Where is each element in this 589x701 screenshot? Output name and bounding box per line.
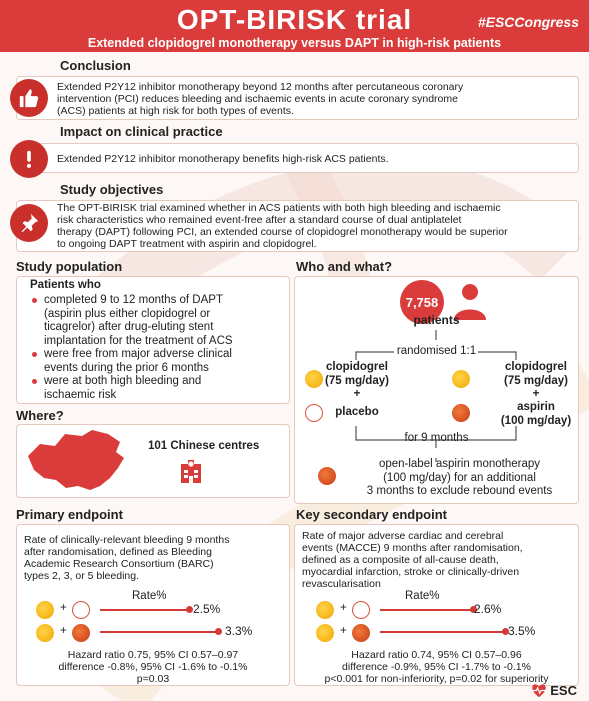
population-item: were at both high bleeding and ischaemic risk xyxy=(44,375,202,401)
rate-value: 2.6% xyxy=(474,602,502,616)
pill-yellow-icon xyxy=(452,370,470,388)
aspirin-pill-icon xyxy=(72,624,90,642)
who-heading: Who and what? xyxy=(296,259,393,274)
heart-logo-icon xyxy=(531,683,547,698)
rate-bar xyxy=(100,609,190,611)
population-lead: Patients who xyxy=(30,279,101,291)
bullet-icon xyxy=(32,298,37,303)
population-heading: Study population xyxy=(16,259,123,274)
plus-sign: + xyxy=(340,625,347,637)
exclamation-icon xyxy=(10,140,48,178)
pill-yellow-icon xyxy=(316,624,334,642)
secondary-heading: Key secondary endpoint xyxy=(296,507,447,522)
rate-bar xyxy=(380,609,474,611)
pill-yellow-icon xyxy=(305,370,323,388)
arm-left: clopidogrel (75 mg/day) + xyxy=(325,361,389,400)
aspirin-pill-icon xyxy=(352,624,370,642)
pill-yellow-icon xyxy=(36,624,54,642)
population-list xyxy=(16,294,290,404)
rate-value: 2.5% xyxy=(193,602,221,616)
aspirin-pill-icon xyxy=(318,467,336,485)
objectives-heading: Study objectives xyxy=(60,182,164,197)
rate-bar xyxy=(100,631,219,633)
arm-right: clopidogrel (75 mg/day) + xyxy=(504,361,568,400)
population-item: were free from major adverse clinical events during the prior 6 months xyxy=(44,348,232,374)
followup-text: open-label aspirin monotherapy (100 mg/day) for an additional 3 months to exclude rebound events xyxy=(366,458,553,497)
secondary-text: Rate of major adverse cardiac and cerebral events (MACCE) 9 months after randomisation, defined as a composite of all-cause death, myocardial infarction, stroke or clinically-driven revascularisation xyxy=(302,530,523,590)
primary-stats: Hazard ratio 0.75, 95% CI 0.57–0.97 difference -0.8%, 95% CI -1.6% to -0.1% p=0.03 xyxy=(58,649,248,685)
rate-dot xyxy=(215,628,222,635)
where-heading: Where? xyxy=(16,408,64,423)
primary-text: Rate of clinically-relevant bleeding 9 months after randomisation, defined as Bleeding Academic Research Consortium (BARC) types 2, 3, or 5 bleeding. xyxy=(24,534,230,582)
conclusion-heading: Conclusion xyxy=(60,58,131,73)
bullet-icon xyxy=(32,352,37,357)
objectives-text: The OPT-BIRISK trial examined whether in ACS patients with both high bleeding and ischaemic risk characteristics who remained event-free after a standard course of dual antiplatelet therapy (DAPT) following PCI, an extended course of clopidogrel monotherapy would be superior to ongoing DAPT treatment with aspirin and clopidogrel. xyxy=(57,202,508,250)
impact-heading: Impact on clinical practice xyxy=(60,124,223,139)
page-title: OPT-BIRISK trial xyxy=(176,4,413,35)
header-banner xyxy=(0,0,589,52)
pill-yellow-icon xyxy=(36,601,54,619)
bullet-icon xyxy=(32,379,37,384)
primary-rate-label: Rate% xyxy=(132,590,167,602)
primary-heading: Primary endpoint xyxy=(16,507,123,522)
placebo-pill-icon xyxy=(72,601,90,619)
plus-sign: + xyxy=(60,625,67,637)
duration-label: for 9 months xyxy=(404,432,469,444)
impact-text: Extended P2Y12 inhibitor monotherapy benefits high-risk ACS patients. xyxy=(57,153,389,165)
placebo-pill-icon xyxy=(352,601,370,619)
randomised-label: randomised 1:1 xyxy=(396,345,477,357)
plus-sign: + xyxy=(340,602,347,614)
population-item: completed 9 to 12 months of DAPT (aspirin plus either clopidogrel or ticagrelor) after drug-eluting stent implantation for the treatment of ACS xyxy=(44,294,233,347)
conclusion-text: Extended P2Y12 inhibitor monotherapy beyond 12 months after percutaneous coronary intervention (PCI) reduces bleeding and ischaemic events in acute coronary syndrome (ACS) patients at high risk for both types of events. xyxy=(57,81,464,117)
secondary-rate-label: Rate% xyxy=(405,590,440,602)
pushpin-icon xyxy=(10,204,48,242)
plus-sign: + xyxy=(60,602,67,614)
page-subtitle: Extended clopidogrel monotherapy versus DAPT in high-risk patients xyxy=(87,36,502,50)
rate-value: 3.5% xyxy=(508,624,536,638)
rate-bar xyxy=(380,631,506,633)
pill-yellow-icon xyxy=(316,601,334,619)
rate-value: 3.3% xyxy=(225,624,253,638)
arm-right-aspirin: aspirin (100 mg/day) xyxy=(500,401,572,427)
hashtag: #ESCCongress xyxy=(477,14,579,30)
patient-count-badge: 7,758 xyxy=(400,280,444,324)
arm-left-placebo: placebo xyxy=(335,406,379,418)
hospital-icon xyxy=(178,458,204,484)
thumbs-up-icon xyxy=(10,79,48,117)
centres-label: 101 Chinese centres xyxy=(148,440,260,452)
esc-logo-text: ESC xyxy=(550,683,577,698)
placebo-pill-icon xyxy=(305,404,323,422)
esc-logo xyxy=(531,683,577,698)
rate-dot xyxy=(186,606,193,613)
patients-label: patients xyxy=(413,313,460,327)
china-map-icon xyxy=(20,426,130,496)
aspirin-pill-icon xyxy=(452,404,470,422)
secondary-stats: Hazard ratio 0.74, 95% CI 0.57–0.96 difference -0.9%, 95% CI -1.7% to -0.1% p<0.001 for non-inferiority, p=0.02 for superiority xyxy=(324,649,549,685)
